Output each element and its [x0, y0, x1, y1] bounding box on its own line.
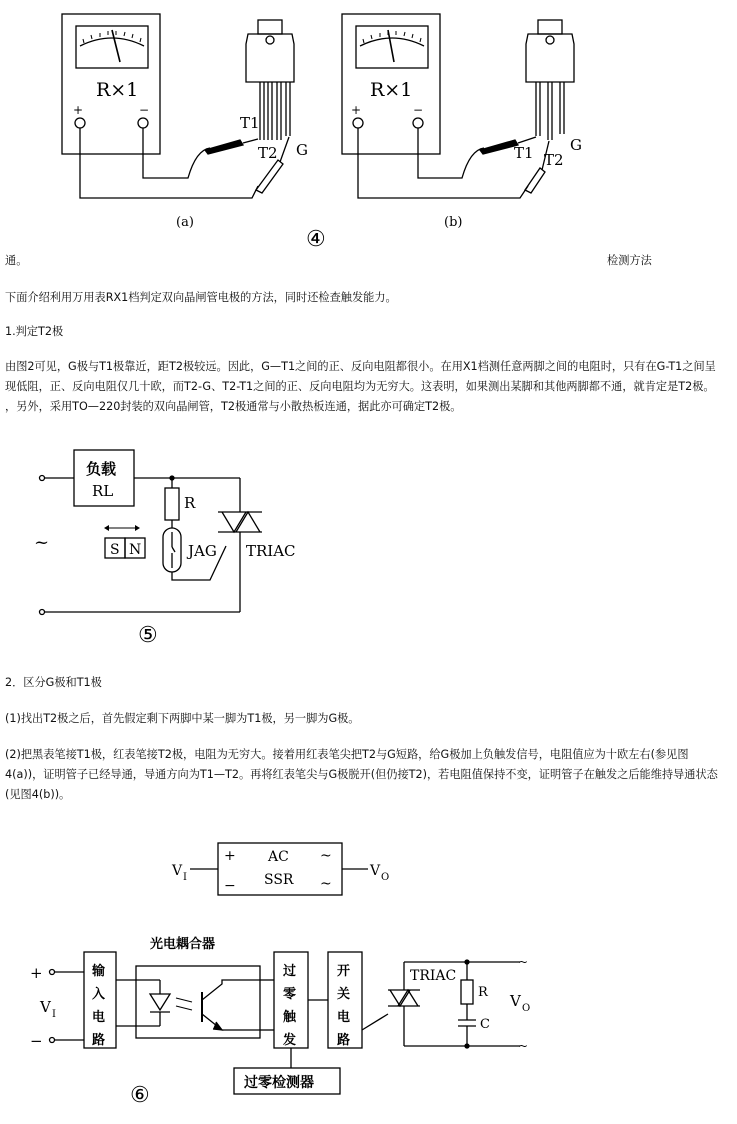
mount-hole-b: [546, 36, 554, 44]
zero-trigger-c3: 触: [283, 1010, 297, 1025]
ssr-tilde-bottom: ~: [320, 876, 332, 892]
switch-circuit-c2: 关: [337, 987, 351, 1002]
f6-vo: V: [510, 992, 521, 1010]
input-circuit-c1: 输: [92, 964, 106, 979]
red-probe-a: [256, 160, 283, 193]
ssr-ssr-label: SSR: [264, 872, 294, 888]
figure-ssr: [171, 843, 389, 895]
black-probe-b: [480, 140, 518, 154]
phototransistor-collector: [202, 980, 260, 1000]
figure-4-number: ④: [306, 227, 326, 252]
figure-5: [34, 450, 296, 648]
figure-4a: [62, 14, 308, 230]
minus-terminal-b: [413, 118, 423, 128]
f6-vi: V: [40, 998, 51, 1016]
zero-trigger-c4: 发: [283, 1033, 297, 1048]
paragraph-step-1: (1)找出T2极之后，首先假定剩下两脚中某一脚为T1极，另一脚为G极。: [5, 712, 360, 725]
heading-distinguish-g-t1: 2．区分G极和T1极: [5, 676, 102, 689]
heatsink-tab-b: [538, 20, 562, 34]
magnet-n-label: N: [129, 542, 142, 558]
switch-circuit-c4: 路: [337, 1033, 351, 1048]
ssr-minus: −: [224, 878, 236, 894]
plus-terminal-b: [353, 118, 363, 128]
caption-b: (b): [444, 215, 463, 230]
figure-6: [30, 936, 530, 1108]
magnet-s-label: S: [110, 542, 120, 558]
input-circuit-c2: 入: [92, 987, 106, 1002]
figure-4b: [342, 14, 582, 230]
zero-detector-label: 过零检测器: [244, 1075, 314, 1091]
dial-scale-a: [80, 38, 144, 46]
black-probe-a: [205, 140, 243, 154]
f6-plus: +: [30, 964, 43, 982]
phototransistor-emitter: [202, 1014, 260, 1030]
switch-circuit-c3: 电: [337, 1010, 351, 1025]
pin-g-label-b: G: [570, 136, 582, 154]
ssr-vi-sub: I: [183, 872, 187, 883]
minus-sign-b: −: [413, 103, 424, 117]
ssr-vo: V: [370, 863, 381, 879]
triac-label-6: TRIAC: [410, 968, 457, 984]
zero-trigger-c1: 过: [283, 964, 297, 979]
text-tong: 通。: [5, 254, 28, 267]
ssr-plus: +: [224, 848, 236, 864]
jag-label: JAG: [188, 542, 217, 560]
f6-vo-sub: O: [522, 1003, 531, 1014]
f6-vi-sub: I: [52, 1009, 56, 1020]
needle-b: [388, 30, 394, 62]
f6-minus: −: [30, 1032, 43, 1050]
snubber-r-label: R: [478, 985, 488, 1000]
text-detection-method: 检测方法: [607, 254, 652, 267]
range-label-a: R×1: [96, 79, 139, 101]
load-label: 负载: [86, 460, 117, 478]
paragraph-determine-t2: 由图2可见，G极与T1极靠近，距T2极较远。因此，G—T1之间的正、反向电阻都很小。在用X1档测任意两脚之间的电阻时，只有在G-T1之间呈现低阻，正、反向电阻仅几十欧，而T2-G、T2-T1之间的正、反向电阻均为无穷大。这表明，如果测出某脚和其他两脚都不通，就肯定是T2极。 ，另外，采用TO—220封装的双向晶闸管，T2极通常与小散热板连通，据此亦可确定T2极。: [5, 360, 716, 413]
figure-5-number: ⑤: [138, 623, 158, 648]
snubber-resistor: [461, 980, 473, 1004]
plus-sign-a: +: [73, 103, 84, 117]
f6-tilde-bottom: ~: [518, 1039, 529, 1053]
figure-6-number: ⑥: [130, 1083, 150, 1108]
dial-scale-b: [360, 38, 424, 46]
pin-t1-label-b: T1: [514, 144, 534, 162]
black-probe-wire-a: [143, 128, 210, 178]
triac-body-b: [526, 34, 574, 82]
ac-symbol: ~: [34, 532, 50, 553]
red-probe-wire-a: [80, 128, 258, 198]
plus-sign-b: +: [351, 103, 362, 117]
ssr-ac-label: AC: [268, 849, 289, 865]
terminal-top: [40, 476, 45, 481]
minus-terminal-a: [138, 118, 148, 128]
zero-trigger-c2: 零: [283, 987, 297, 1002]
red-probe-wire-b: [358, 128, 528, 198]
mount-hole-a: [266, 36, 274, 44]
ssr-vo-sub: O: [381, 872, 390, 883]
optocoupler-label: 光电耦合器: [150, 937, 216, 952]
pin-g-label-a: G: [296, 141, 308, 159]
triac-body-a: [246, 34, 294, 82]
black-probe-wire-b: [418, 128, 484, 178]
pin-t2-label-b: T2: [544, 151, 564, 169]
heatsink-tab-a: [258, 20, 282, 34]
intro-paragraph: 下面介绍利用万用表RX1档判定双向晶闸管电极的方法，同时还检查触发能力。: [5, 291, 397, 304]
pin-t2-label-a: T2: [258, 144, 278, 162]
range-label-b: R×1: [370, 79, 413, 101]
plus-terminal-a: [75, 118, 85, 128]
caption-a: (a): [176, 215, 194, 230]
ssr-vi: V: [172, 863, 183, 879]
triac-label-5: TRIAC: [246, 542, 296, 560]
minus-sign-a: −: [139, 103, 150, 117]
heading-determine-t2: 1.判定T2极: [5, 325, 64, 338]
resistor-label: R: [184, 494, 196, 512]
ssr-tilde-top: ~: [320, 848, 332, 864]
terminal-bottom: [40, 610, 45, 615]
f6-tilde-top: ~: [518, 955, 529, 969]
red-probe-b: [525, 168, 545, 193]
led-triangle: [150, 994, 170, 1010]
switch-circuit-c1: 开: [337, 964, 351, 979]
load-rl-label: RL: [92, 482, 114, 500]
resistor-r: [165, 488, 179, 520]
input-circuit-c4: 路: [92, 1033, 106, 1048]
snubber-c-label: C: [480, 1017, 490, 1032]
pin-t1-label-a: T1: [240, 114, 260, 132]
paragraph-step-2: (2)把黑表笔接T1极，红表笔接T2极，电阻为无穷大。接着用红表笔尖把T2与G短路，给G极加上负触发信号，电阻值应为十欧左右(参见图4(a))，证明管子已经导通，导通方向为T1—T2。再将红表笔尖与G极脱开(但仍接T2)，若电阻值保持不变，证明管子在触发之后能维持导通状态(见图4(b))。: [5, 748, 718, 801]
input-circuit-c3: 电: [92, 1010, 106, 1025]
